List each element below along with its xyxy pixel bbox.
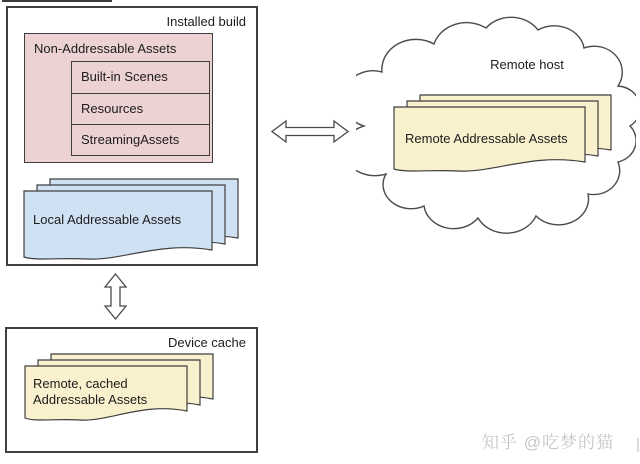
remote-host-label: Remote host xyxy=(490,57,564,72)
cropped-top-bar xyxy=(2,0,112,2)
zhihu-watermark: 知乎 @吃梦的猫 xyxy=(482,433,614,452)
non-addressable-assets-box xyxy=(24,33,213,163)
list-item-resources: Resources xyxy=(72,93,209,124)
edge-mark xyxy=(637,438,639,452)
local-addressable-assets-label: Local Addressable Assets xyxy=(33,212,182,227)
cached-assets-line-1: Remote, cached xyxy=(33,376,128,391)
cached-assets-line-2: Addressable Assets xyxy=(33,392,148,407)
non-addressable-assets-label: Non-Addressable Assets xyxy=(34,41,177,56)
remote-addressable-assets-stack xyxy=(393,94,612,176)
device-cache-title: Device cache xyxy=(167,335,246,350)
non-addressable-assets-list xyxy=(71,61,210,156)
local-addressable-assets-stack xyxy=(23,178,239,264)
remote-host-cloud xyxy=(356,14,636,234)
installed-build-box xyxy=(6,6,258,266)
remote-addressable-assets-label: Remote Addressable Assets xyxy=(405,131,568,146)
installed-build-title: Installed build xyxy=(166,14,246,29)
list-item-streamingassets: StreamingAssets xyxy=(72,124,209,155)
device-cache-box xyxy=(5,327,258,453)
sync-arrow-horizontal xyxy=(271,119,349,144)
cached-addressable-assets-stack xyxy=(24,353,214,425)
list-item-built-in-scenes: Built-in Scenes xyxy=(72,62,209,93)
sync-arrow-vertical xyxy=(103,273,128,320)
cached-addressable-assets-label xyxy=(33,376,147,408)
